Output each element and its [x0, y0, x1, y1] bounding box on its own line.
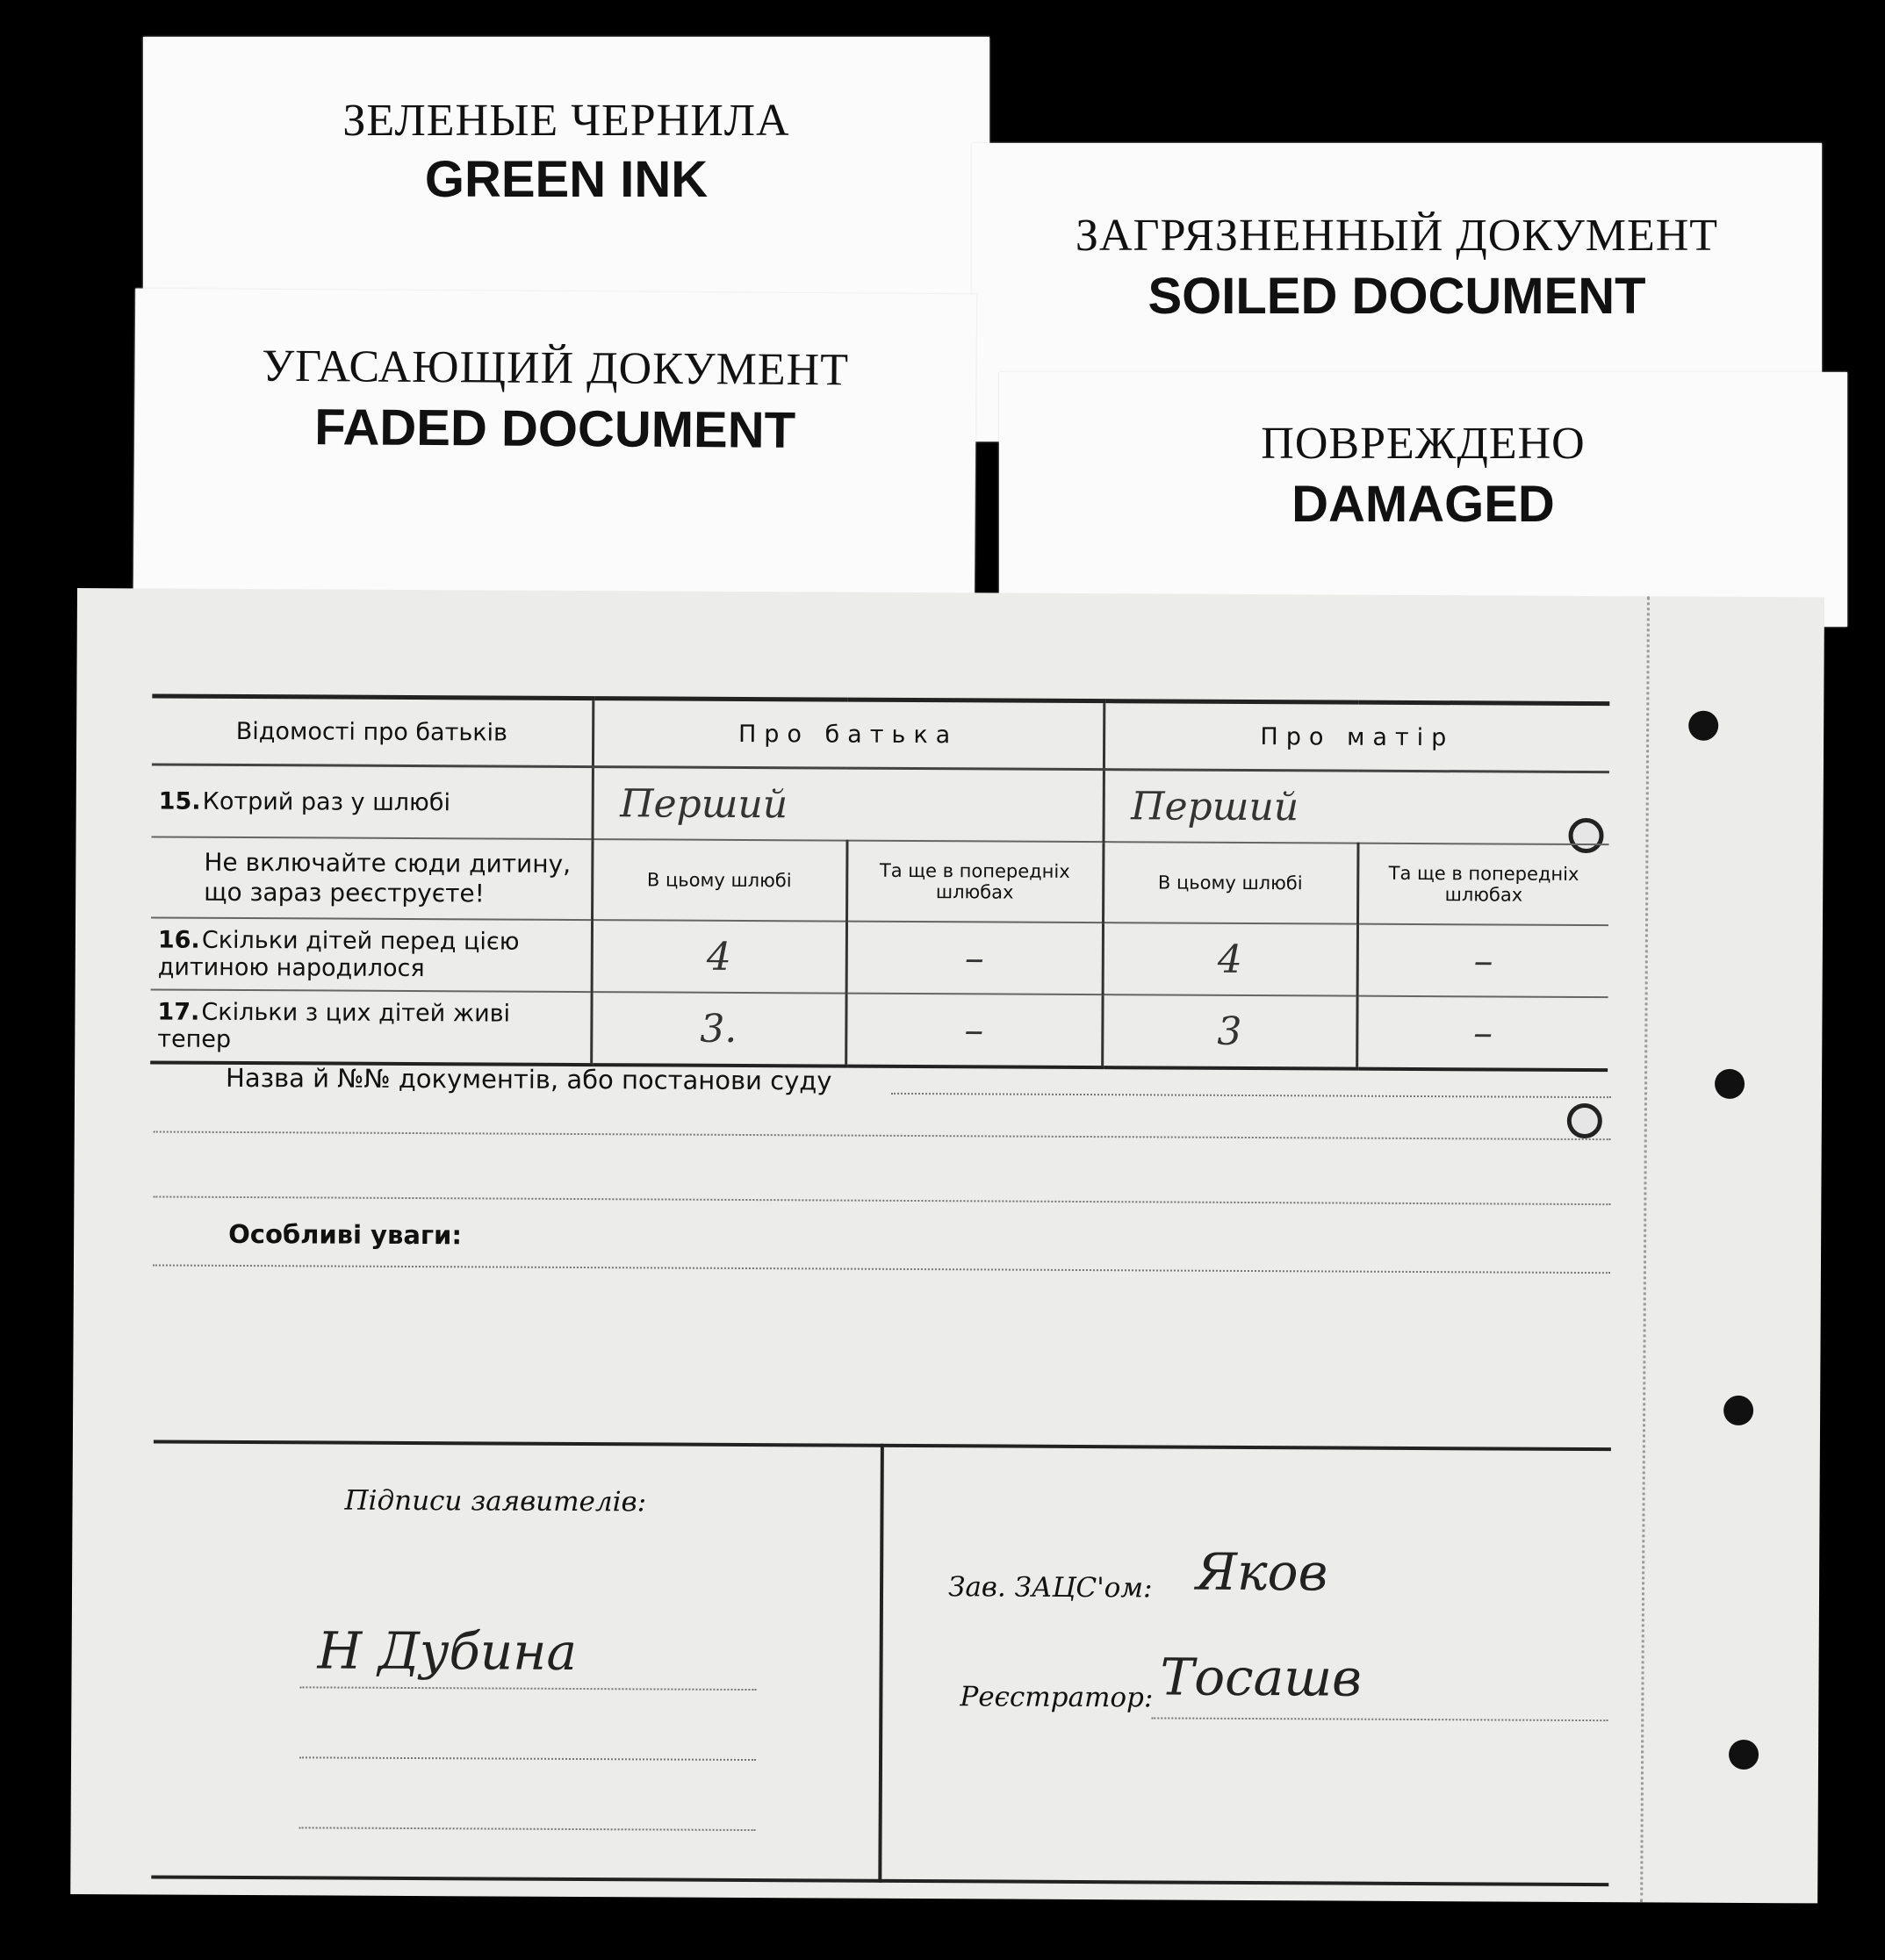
green-ink-card [143, 37, 989, 327]
perforation-line [1640, 596, 1650, 1902]
dotted-line [153, 1195, 1610, 1205]
father-children-born-this: 4 [592, 920, 846, 994]
faded-en: FADED DOCUMENT [314, 398, 796, 459]
header-parents-info: Відомості про батьків [152, 696, 593, 767]
dotted-line [154, 1131, 1611, 1140]
punch-hole [1729, 1740, 1759, 1770]
damaged-ru: ПОВРЕЖДЕНО [1261, 419, 1586, 469]
head-label: Зав. ЗАЦС'ом: [947, 1571, 1153, 1605]
mother-this-marriage-header: В цьому шлюбі [1103, 842, 1357, 924]
dotted-line [299, 1756, 756, 1761]
row-number: 17. [157, 998, 200, 1026]
father-previous-header: Та ще в попередніх шлюбах [846, 841, 1103, 923]
table-header-row [152, 696, 1609, 772]
row-label: Скільки з цих дітей живі тепер [157, 998, 511, 1053]
header-mother: Про матір [1104, 701, 1609, 772]
row-number: 16. [157, 926, 200, 954]
damaged-card [999, 372, 1847, 627]
dotted-line [1151, 1717, 1608, 1721]
dotted-line [891, 1093, 1611, 1098]
table-row [151, 917, 1608, 997]
head-signature: Яков [1195, 1541, 1328, 1603]
mother-children-born-prev: – [1357, 924, 1608, 997]
registration-form [70, 588, 1824, 1903]
dotted-line [299, 1827, 756, 1831]
dotted-line [153, 1264, 1610, 1274]
punch-hole [1715, 1069, 1745, 1099]
father-children-alive-this: 3. [591, 992, 845, 1066]
ring-hole [1567, 1103, 1602, 1138]
row-label: Котрий раз у шлюбі [202, 787, 451, 816]
row-label: Скільки дітей перед цією дитиною народилося [157, 926, 520, 983]
table-subheader-row [151, 836, 1608, 925]
faded-document-card [133, 289, 976, 611]
registrar-signature: Тосашв [1160, 1647, 1363, 1708]
father-marriage-number: Перший [593, 767, 1104, 843]
applicant-signature: Н Дубина [317, 1620, 578, 1682]
parents-info-table [150, 693, 1609, 1072]
mother-children-alive-this: 3 [1102, 994, 1356, 1069]
mother-children-born-this: 4 [1103, 923, 1357, 996]
green-ink-ru: ЗЕЛЕНЫЕ ЧЕРНИЛА [342, 96, 790, 146]
father-children-alive-prev: – [845, 994, 1102, 1068]
row-number: 15. [158, 786, 201, 815]
green-ink-en: GREEN INK [424, 151, 709, 208]
remarks-label: Особливі уваги: [228, 1218, 463, 1251]
mother-children-alive-prev: – [1356, 996, 1608, 1070]
soiled-ru: ЗАГРЯЗНЕННЫЙ ДОКУМЕНТ [1075, 211, 1719, 261]
dotted-line [299, 1686, 756, 1691]
table-row [152, 765, 1609, 844]
signature-column-divider [878, 1444, 884, 1883]
damaged-en: DAMAGED [1291, 476, 1555, 533]
header-father: Про батька [593, 699, 1104, 770]
father-children-born-prev: – [846, 922, 1103, 995]
table-row [150, 989, 1608, 1070]
mother-previous-header: Та ще в попередніх шлюбах [1357, 844, 1608, 925]
punch-hole [1688, 711, 1718, 741]
registrar-label: Реєстратор: [960, 1681, 1154, 1714]
father-this-marriage-header: В цьому шлюбі [592, 839, 846, 922]
exclude-note: Не включайте сюди дитину, що зараз реєструєте! [151, 836, 592, 920]
documents-label: Назва й №№ документів, або постанови суду [225, 1062, 832, 1096]
soiled-en: SOILED DOCUMENT [1148, 268, 1646, 325]
faded-ru: УГАСАЮЩИЙ ДОКУМЕНТ [262, 341, 850, 396]
mother-marriage-number: Перший [1104, 770, 1609, 845]
applicants-label: Підписи заявителів: [344, 1484, 647, 1518]
punch-hole [1723, 1396, 1753, 1425]
